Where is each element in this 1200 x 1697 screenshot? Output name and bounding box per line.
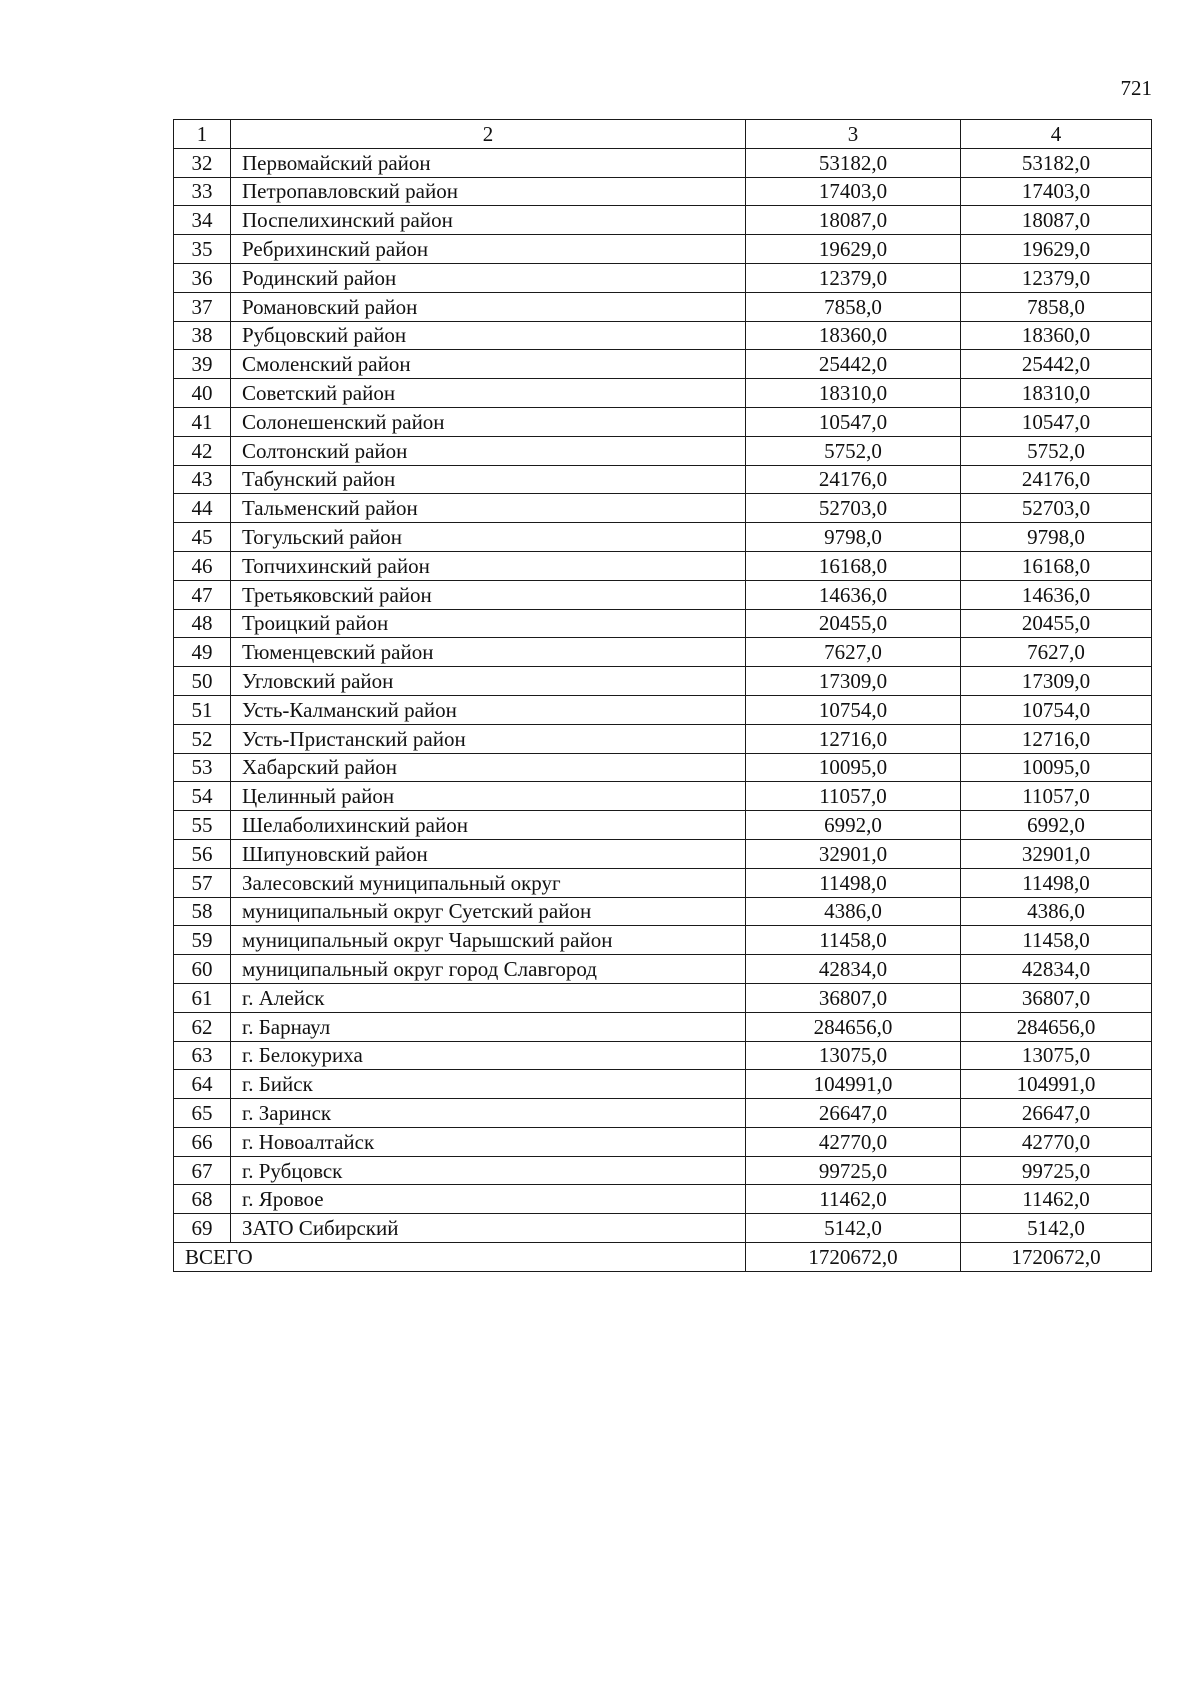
row-number: 38 xyxy=(174,321,231,350)
row-number: 42 xyxy=(174,436,231,465)
table-row xyxy=(174,551,1152,580)
value-col-4: 11498,0 xyxy=(961,868,1152,897)
header-col-3: 3 xyxy=(746,120,961,149)
distribution-table xyxy=(173,119,1152,1272)
value-col-4: 17309,0 xyxy=(961,667,1152,696)
value-col-3: 32901,0 xyxy=(746,839,961,868)
value-col-3: 12379,0 xyxy=(746,263,961,292)
value-col-3: 11057,0 xyxy=(746,782,961,811)
row-number: 48 xyxy=(174,609,231,638)
table-row xyxy=(174,1214,1152,1243)
value-col-4: 18310,0 xyxy=(961,379,1152,408)
value-col-3: 25442,0 xyxy=(746,350,961,379)
row-number: 52 xyxy=(174,724,231,753)
table-row xyxy=(174,1127,1152,1156)
row-number: 67 xyxy=(174,1156,231,1185)
row-number: 53 xyxy=(174,753,231,782)
value-col-3: 17403,0 xyxy=(746,177,961,206)
value-col-3: 12716,0 xyxy=(746,724,961,753)
value-col-3: 10754,0 xyxy=(746,695,961,724)
row-number: 58 xyxy=(174,897,231,926)
table-row xyxy=(174,292,1152,321)
municipality-name: Советский район xyxy=(231,379,746,408)
value-col-4: 17403,0 xyxy=(961,177,1152,206)
value-col-4: 26647,0 xyxy=(961,1099,1152,1128)
value-col-4: 12379,0 xyxy=(961,263,1152,292)
value-col-4: 10095,0 xyxy=(961,753,1152,782)
row-number: 64 xyxy=(174,1070,231,1099)
row-number: 61 xyxy=(174,983,231,1012)
table-row xyxy=(174,206,1152,235)
municipality-name: муниципальный округ город Славгород xyxy=(231,955,746,984)
total-row xyxy=(174,1243,1152,1272)
page-number: 721 xyxy=(1120,76,1152,100)
row-number: 68 xyxy=(174,1185,231,1214)
row-number: 43 xyxy=(174,465,231,494)
table-row xyxy=(174,379,1152,408)
value-col-3: 52703,0 xyxy=(746,494,961,523)
table-row xyxy=(174,753,1152,782)
value-col-3: 11498,0 xyxy=(746,868,961,897)
municipality-name: Шелаболихинский район xyxy=(231,811,746,840)
value-col-3: 18360,0 xyxy=(746,321,961,350)
municipality-name: Первомайский район xyxy=(231,148,746,177)
municipality-name: Усть-Калманский район xyxy=(231,695,746,724)
value-col-3: 104991,0 xyxy=(746,1070,961,1099)
municipality-name: Усть-Пристанский район xyxy=(231,724,746,753)
table-row xyxy=(174,724,1152,753)
row-number: 41 xyxy=(174,407,231,436)
table-row xyxy=(174,897,1152,926)
value-col-3: 5752,0 xyxy=(746,436,961,465)
municipality-name: Поспелихинский район xyxy=(231,206,746,235)
value-col-4: 13075,0 xyxy=(961,1041,1152,1070)
value-col-3: 24176,0 xyxy=(746,465,961,494)
row-number: 51 xyxy=(174,695,231,724)
value-col-4: 11458,0 xyxy=(961,926,1152,955)
value-col-4: 7858,0 xyxy=(961,292,1152,321)
total-col-3: 1720672,0 xyxy=(746,1243,961,1272)
value-col-3: 7858,0 xyxy=(746,292,961,321)
table-row xyxy=(174,811,1152,840)
value-col-3: 11458,0 xyxy=(746,926,961,955)
value-col-3: 5142,0 xyxy=(746,1214,961,1243)
municipality-name: г. Новоалтайск xyxy=(231,1127,746,1156)
row-number: 47 xyxy=(174,580,231,609)
row-number: 50 xyxy=(174,667,231,696)
municipality-name: г. Белокуриха xyxy=(231,1041,746,1070)
row-number: 62 xyxy=(174,1012,231,1041)
table-header-row xyxy=(174,120,1152,149)
row-number: 35 xyxy=(174,235,231,264)
value-col-4: 5752,0 xyxy=(961,436,1152,465)
table-row xyxy=(174,926,1152,955)
value-col-3: 7627,0 xyxy=(746,638,961,667)
table-row xyxy=(174,1099,1152,1128)
table-row xyxy=(174,465,1152,494)
value-col-4: 6992,0 xyxy=(961,811,1152,840)
row-number: 32 xyxy=(174,148,231,177)
municipality-name: Родинский район xyxy=(231,263,746,292)
row-number: 36 xyxy=(174,263,231,292)
municipality-name: г. Яровое xyxy=(231,1185,746,1214)
row-number: 49 xyxy=(174,638,231,667)
table-row xyxy=(174,983,1152,1012)
value-col-3: 18087,0 xyxy=(746,206,961,235)
value-col-4: 24176,0 xyxy=(961,465,1152,494)
row-number: 60 xyxy=(174,955,231,984)
municipality-name: Троицкий район xyxy=(231,609,746,638)
value-col-3: 42834,0 xyxy=(746,955,961,984)
municipality-name: Ребрихинский район xyxy=(231,235,746,264)
table-row xyxy=(174,782,1152,811)
row-number: 69 xyxy=(174,1214,231,1243)
table-row xyxy=(174,1185,1152,1214)
table-row xyxy=(174,1156,1152,1185)
value-col-4: 18360,0 xyxy=(961,321,1152,350)
municipality-name: г. Заринск xyxy=(231,1099,746,1128)
total-label: ВСЕГО xyxy=(174,1243,746,1272)
municipality-name: г. Алейск xyxy=(231,983,746,1012)
value-col-3: 99725,0 xyxy=(746,1156,961,1185)
value-col-3: 53182,0 xyxy=(746,148,961,177)
value-col-3: 11462,0 xyxy=(746,1185,961,1214)
value-col-3: 10095,0 xyxy=(746,753,961,782)
value-col-4: 16168,0 xyxy=(961,551,1152,580)
row-number: 54 xyxy=(174,782,231,811)
value-col-3: 284656,0 xyxy=(746,1012,961,1041)
value-col-4: 10547,0 xyxy=(961,407,1152,436)
value-col-4: 32901,0 xyxy=(961,839,1152,868)
table-row xyxy=(174,148,1152,177)
value-col-3: 20455,0 xyxy=(746,609,961,638)
table-row xyxy=(174,407,1152,436)
value-col-4: 11462,0 xyxy=(961,1185,1152,1214)
municipality-name: г. Барнаул xyxy=(231,1012,746,1041)
value-col-3: 36807,0 xyxy=(746,983,961,1012)
table-row xyxy=(174,235,1152,264)
table-row xyxy=(174,1041,1152,1070)
value-col-3: 13075,0 xyxy=(746,1041,961,1070)
value-col-4: 9798,0 xyxy=(961,523,1152,552)
table-row xyxy=(174,1012,1152,1041)
row-number: 55 xyxy=(174,811,231,840)
row-number: 45 xyxy=(174,523,231,552)
table-row xyxy=(174,695,1152,724)
municipality-name: Угловский район xyxy=(231,667,746,696)
header-col-1: 1 xyxy=(174,120,231,149)
value-col-4: 18087,0 xyxy=(961,206,1152,235)
row-number: 37 xyxy=(174,292,231,321)
municipality-name: Тальменский район xyxy=(231,494,746,523)
table-row xyxy=(174,955,1152,984)
row-number: 65 xyxy=(174,1099,231,1128)
value-col-3: 26647,0 xyxy=(746,1099,961,1128)
table-row xyxy=(174,436,1152,465)
value-col-3: 17309,0 xyxy=(746,667,961,696)
value-col-3: 10547,0 xyxy=(746,407,961,436)
value-col-3: 19629,0 xyxy=(746,235,961,264)
value-col-4: 12716,0 xyxy=(961,724,1152,753)
municipality-name: муниципальный округ Чарышский район xyxy=(231,926,746,955)
value-col-4: 42834,0 xyxy=(961,955,1152,984)
row-number: 40 xyxy=(174,379,231,408)
value-col-4: 11057,0 xyxy=(961,782,1152,811)
value-col-4: 20455,0 xyxy=(961,609,1152,638)
municipality-name: Шипуновский район xyxy=(231,839,746,868)
table-row xyxy=(174,580,1152,609)
municipality-name: Солтонский район xyxy=(231,436,746,465)
value-col-4: 14636,0 xyxy=(961,580,1152,609)
table-row xyxy=(174,523,1152,552)
value-col-3: 6992,0 xyxy=(746,811,961,840)
value-col-3: 14636,0 xyxy=(746,580,961,609)
row-number: 39 xyxy=(174,350,231,379)
value-col-4: 19629,0 xyxy=(961,235,1152,264)
table-row xyxy=(174,350,1152,379)
municipality-name: ЗАТО Сибирский xyxy=(231,1214,746,1243)
municipality-name: Солонешенский район xyxy=(231,407,746,436)
municipality-name: Тогульский район xyxy=(231,523,746,552)
value-col-3: 9798,0 xyxy=(746,523,961,552)
municipality-name: Тюменцевский район xyxy=(231,638,746,667)
table-row xyxy=(174,177,1152,206)
table-row xyxy=(174,263,1152,292)
municipality-name: Табунский район xyxy=(231,465,746,494)
value-col-4: 104991,0 xyxy=(961,1070,1152,1099)
table-row xyxy=(174,321,1152,350)
municipality-name: Смоленский район xyxy=(231,350,746,379)
row-number: 57 xyxy=(174,868,231,897)
header-col-2: 2 xyxy=(231,120,746,149)
row-number: 44 xyxy=(174,494,231,523)
value-col-4: 99725,0 xyxy=(961,1156,1152,1185)
table-row xyxy=(174,609,1152,638)
municipality-name: Петропавловский район xyxy=(231,177,746,206)
value-col-4: 10754,0 xyxy=(961,695,1152,724)
municipality-name: Топчихинский район xyxy=(231,551,746,580)
value-col-4: 7627,0 xyxy=(961,638,1152,667)
row-number: 63 xyxy=(174,1041,231,1070)
value-col-3: 18310,0 xyxy=(746,379,961,408)
table-row xyxy=(174,638,1152,667)
value-col-4: 284656,0 xyxy=(961,1012,1152,1041)
row-number: 56 xyxy=(174,839,231,868)
row-number: 34 xyxy=(174,206,231,235)
row-number: 59 xyxy=(174,926,231,955)
value-col-3: 42770,0 xyxy=(746,1127,961,1156)
municipality-name: Целинный район xyxy=(231,782,746,811)
row-number: 46 xyxy=(174,551,231,580)
table-row xyxy=(174,667,1152,696)
value-col-3: 4386,0 xyxy=(746,897,961,926)
value-col-4: 25442,0 xyxy=(961,350,1152,379)
municipality-name: Романовский район xyxy=(231,292,746,321)
value-col-4: 4386,0 xyxy=(961,897,1152,926)
value-col-4: 5142,0 xyxy=(961,1214,1152,1243)
municipality-name: муниципальный округ Суетский район xyxy=(231,897,746,926)
row-number: 66 xyxy=(174,1127,231,1156)
municipality-name: Залесовский муниципальный округ xyxy=(231,868,746,897)
value-col-3: 16168,0 xyxy=(746,551,961,580)
value-col-4: 36807,0 xyxy=(961,983,1152,1012)
municipality-name: Третьяковский район xyxy=(231,580,746,609)
value-col-4: 52703,0 xyxy=(961,494,1152,523)
table-row xyxy=(174,1070,1152,1099)
municipality-name: г. Бийск xyxy=(231,1070,746,1099)
table-body xyxy=(174,148,1152,1242)
municipality-name: Рубцовский район xyxy=(231,321,746,350)
table-row xyxy=(174,868,1152,897)
value-col-4: 53182,0 xyxy=(961,148,1152,177)
header-col-4: 4 xyxy=(961,120,1152,149)
municipality-name: Хабарский район xyxy=(231,753,746,782)
table-row xyxy=(174,494,1152,523)
total-col-4: 1720672,0 xyxy=(961,1243,1152,1272)
value-col-4: 42770,0 xyxy=(961,1127,1152,1156)
municipality-name: г. Рубцовск xyxy=(231,1156,746,1185)
table-row xyxy=(174,839,1152,868)
row-number: 33 xyxy=(174,177,231,206)
